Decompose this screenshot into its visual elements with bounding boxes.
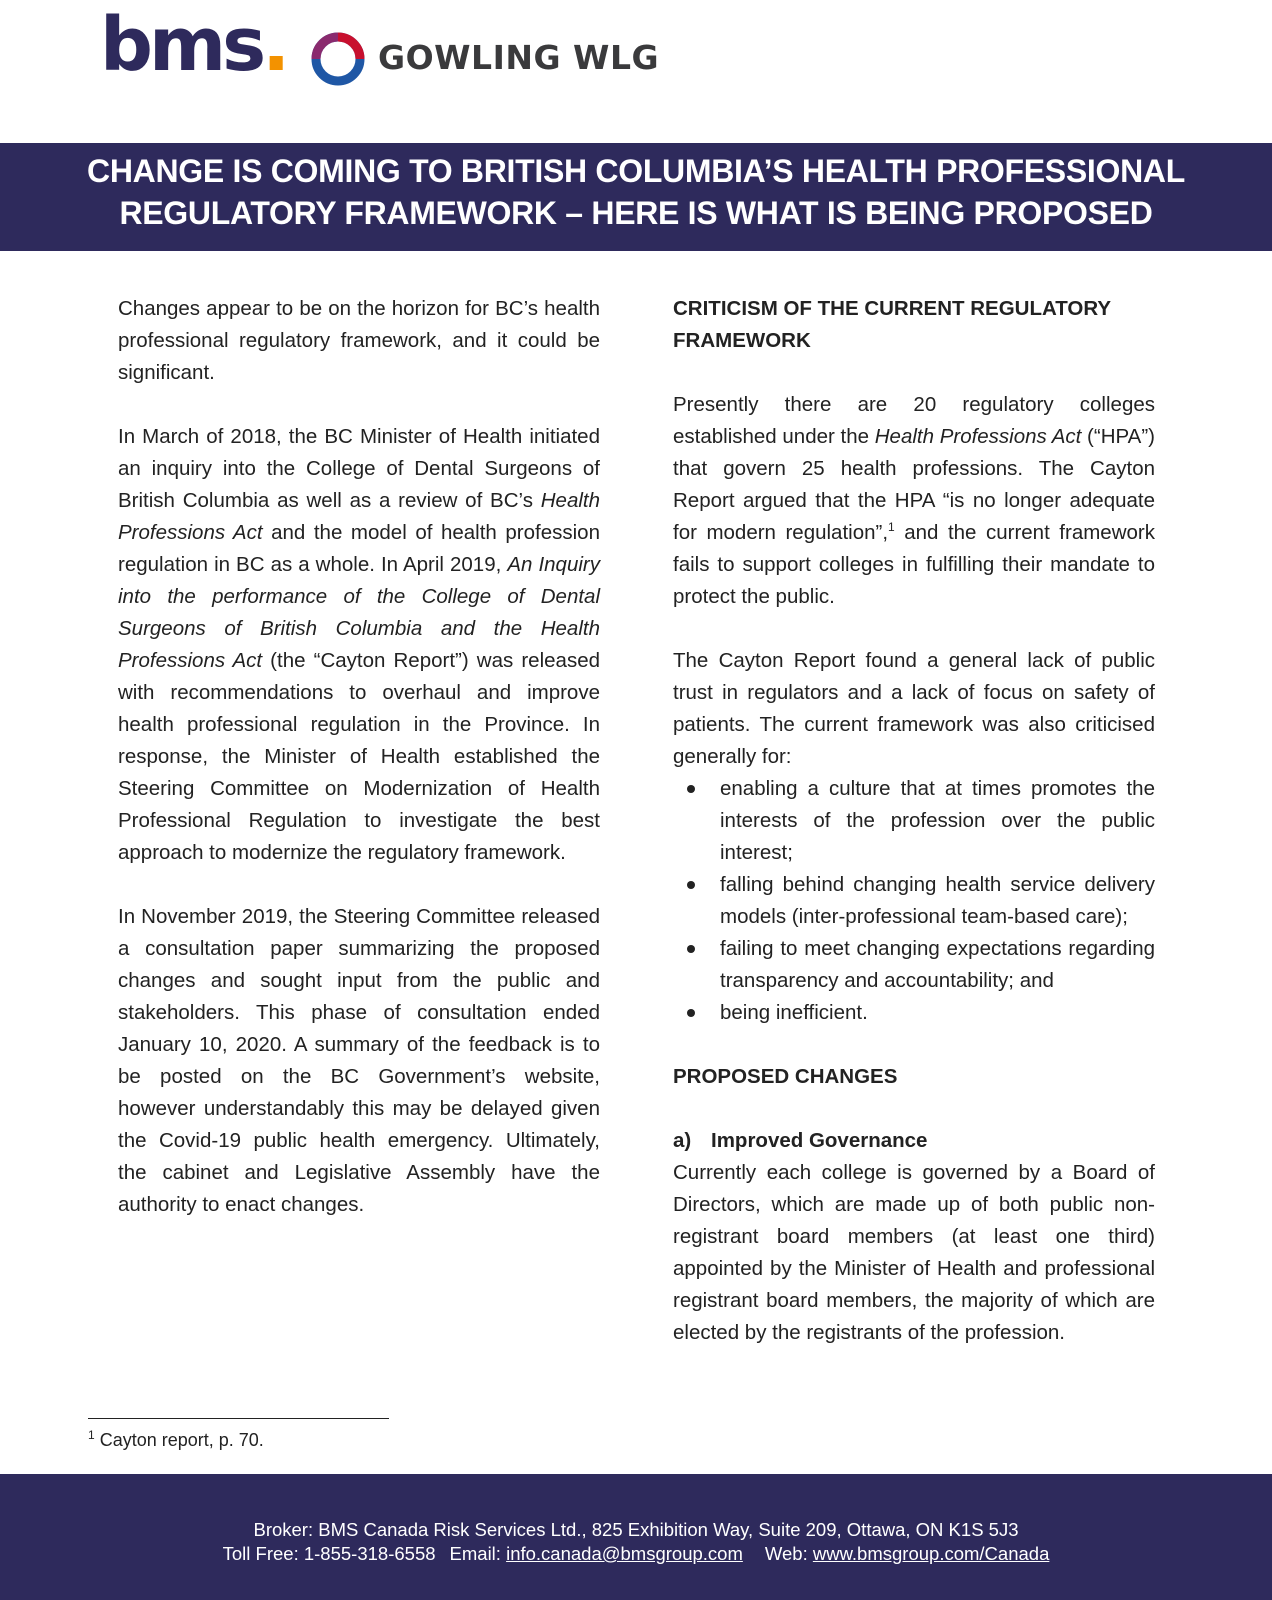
hpa-paragraph	[673, 389, 1155, 613]
footer-email-link[interactable]: info.canada@bmsgroup.com	[506, 1543, 743, 1564]
inquiry-paragraph	[118, 421, 600, 869]
footnote-ref: 1	[888, 520, 895, 535]
hpa-text-a: Presently there are 20 regulatory colleges established under the	[673, 393, 1155, 448]
bms-logo-dot: .	[262, 2, 287, 88]
list-item: falling behind changing health service delivery models (inter-professional team-based care);	[673, 869, 1155, 933]
inquiry-text-c: (the “Cayton Report”) was released with recommendations to overhaul and improve health professional regulation in the Province. In response, the Minister of Health established the Steering Committee on Modernization of Health Professional Regulation to investigate the best approach to modernize the regulatory framework.	[118, 649, 600, 864]
criticism-list	[673, 773, 1155, 1029]
inquiry-act-title: Health Professions Act	[118, 489, 600, 544]
subheading-title: Improved Governance	[711, 1129, 928, 1152]
left-column	[118, 293, 600, 1221]
right-column	[673, 293, 1155, 1349]
footer-contact-line	[0, 1542, 1272, 1566]
intro-paragraph: Changes appear to be on the horizon for BC’s health professional regulatory framework, and it could be significant.	[118, 297, 600, 384]
footer-tollfree: Toll Free: 1-855-318-6558	[222, 1543, 436, 1564]
consultation-paragraph: In November 2019, the Steering Committee released a consultation paper summarizing the proposed changes and sought input from the public and stakeholders. This phase of consultation ended January 10, 2020. A summary of the feedback is to be posted on the BC Government’s website, however understandably this may be delayed given the Covid-19 public health emergency. Ultimately, the cabinet and Legislative Assembly have the authority to enact changes.	[118, 905, 600, 1216]
inquiry-text-a: In March of 2018, the BC Minister of Health initiated an inquiry into the College of Dental Surgeons of British Columbia as well as a review of BC’s	[118, 425, 600, 512]
footer	[0, 1474, 1272, 1600]
proposed-changes-heading: PROPOSED CHANGES	[673, 1065, 898, 1088]
bms-logo	[100, 2, 287, 88]
gowling-ring-icon	[311, 32, 365, 86]
criticism-heading: CRITICISM OF THE CURRENT REGULATORY FRAMEWORK	[673, 297, 1111, 352]
page-title-line-2: REGULATORY FRAMEWORK – HERE IS WHAT IS BEING PROPOSED	[119, 195, 1153, 231]
bms-logo-text: bms	[100, 2, 263, 88]
footer-email-label: Email:	[449, 1543, 507, 1564]
list-item: enabling a culture that at times promotes the interests of the profession over the public interest;	[673, 773, 1155, 869]
footnote-text: Cayton report, p. 70.	[94, 1430, 264, 1450]
inquiry-text-b: and the model of health profession regulation in BC as a whole. In April 2019,	[118, 521, 600, 576]
criticism-paragraph: The Cayton Report found a general lack of public trust in regulators and a lack of focus on safety of patients. The current framework was also criticised generally for:	[673, 649, 1155, 768]
footer-web-label: Web:	[764, 1543, 813, 1564]
governance-paragraph: Currently each college is governed by a Board of Directors, which are made up of both public non-registrant board members (at least one third) appointed by the Minister of Health and professional registrant board members, the majority of which are elected by the registrants of the profession.	[673, 1161, 1155, 1344]
governance-subheading	[673, 1125, 1155, 1157]
footer-broker-line: Broker: BMS Canada Risk Services Ltd., 825 Exhibition Way, Suite 209, Ottawa, ON K1S 5J3	[253, 1519, 1019, 1540]
title-banner	[0, 143, 1272, 251]
hpa-text-c: and the current framework fails to support colleges in fulfilling their mandate to protect the public.	[673, 521, 1155, 608]
hpa-act-title: Health Professions Act	[874, 425, 1082, 448]
inquiry-report-title: An Inquiry into the performance of the College of Dental Surgeons of British Columbia and the Health Professions Act	[118, 553, 600, 672]
footnote-divider	[88, 1418, 389, 1419]
page-title-line-1: CHANGE IS COMING TO BRITISH COLUMBIA’S HEALTH PROFESSIONAL	[87, 153, 1185, 189]
footnote-number: 1	[88, 1428, 95, 1442]
list-item: being inefficient.	[673, 997, 1155, 1029]
list-item: failing to meet changing expectations regarding transparency and accountability; and	[673, 933, 1155, 997]
footnote	[88, 1427, 264, 1453]
footer-web-link[interactable]: www.bmsgroup.com/Canada	[812, 1543, 1050, 1564]
subheading-letter: a)	[673, 1129, 692, 1152]
hpa-text-b: (“HPA”) that govern 25 health professions. The Cayton Report argued that the HPA “is no longer adequate for modern regulation”,	[673, 425, 1155, 544]
gowling-logo-text: GOWLING WLG	[378, 38, 660, 77]
